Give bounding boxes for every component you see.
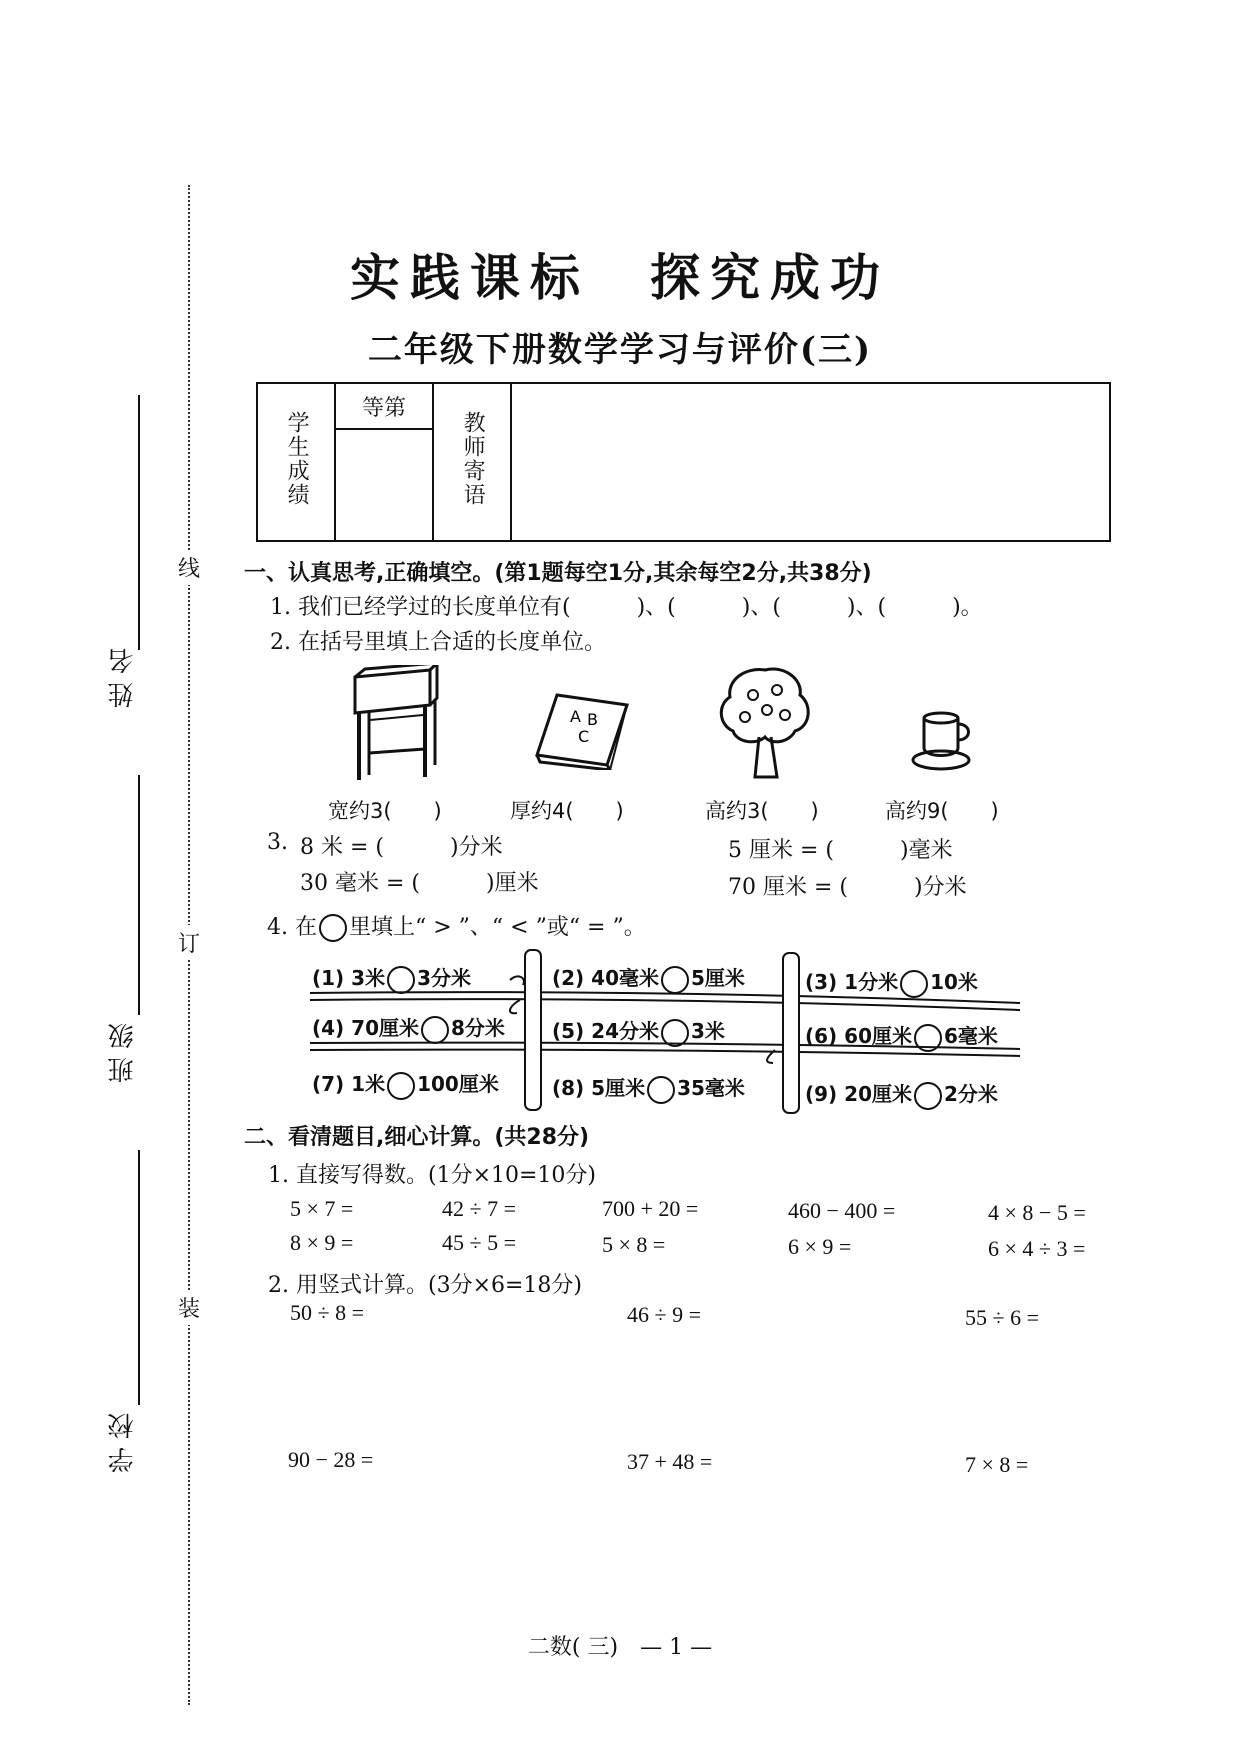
teacher-note-cell — [433, 383, 511, 541]
school-label: 学校 — [108, 1405, 138, 1473]
section2-q2: 2. 用竖式计算。(3分×6=18分) — [268, 1273, 583, 1298]
q3-item-3: 30 毫米 = ( )厘米 — [300, 871, 539, 896]
grade-field[interactable] — [335, 429, 433, 541]
vertical-calc: 90 − 28 = — [288, 1447, 374, 1472]
desk-picture — [345, 665, 445, 785]
student-score-cell — [257, 383, 335, 541]
vertical-calc: 55 ÷ 6 = — [965, 1305, 1039, 1330]
compare-circle[interactable] — [387, 1072, 415, 1100]
compare-circle[interactable] — [421, 1016, 449, 1044]
compare-item: (3) 1分米 10米 — [805, 966, 978, 998]
compare-item: (8) 5厘米 35毫米 — [552, 1072, 745, 1104]
vertical-calc: 7 × 8 = — [965, 1452, 1029, 1477]
page-title: 实践课标 探究成功 — [350, 248, 890, 307]
student-score-label: 学生成绩 — [284, 411, 310, 507]
q3-item-4: 70 厘米 = ( )分米 — [728, 875, 967, 900]
svg-text:C: C — [578, 727, 590, 746]
section2-heading: 二、看清题目,细心计算。(共28分) — [244, 1125, 590, 1150]
grade-label-cell — [335, 383, 433, 429]
page-subtitle: 二年级下册数学学习与评价(三) — [367, 330, 873, 370]
direct-calc: 8 × 9 = — [290, 1230, 354, 1255]
vertical-calc: 37 + 48 = — [627, 1449, 713, 1474]
q3-item-1: 8 米 = ( )分米 — [300, 835, 503, 860]
direct-calc: 6 × 9 = — [788, 1234, 852, 1259]
compare-circle[interactable] — [900, 970, 928, 998]
grade-label: 等第 — [361, 395, 406, 421]
desk-caption: 宽约3( ) — [328, 799, 442, 823]
q4-suffix: 里填上“ > ”、“ < ”或“ = ”。 — [348, 915, 646, 940]
compare-item: (4) 70厘米 8分米 — [312, 1012, 505, 1044]
direct-calc: 4 × 8 − 5 = — [988, 1200, 1086, 1225]
svg-text:A: A — [570, 707, 581, 726]
compare-circle[interactable] — [914, 1024, 942, 1052]
q4-instruction — [267, 910, 646, 942]
compare-item: (2) 40毫米 5厘米 — [552, 962, 745, 994]
class-label: 班级 — [108, 1015, 138, 1083]
direct-calc: 6 × 4 ÷ 3 = — [988, 1236, 1086, 1261]
cup-picture — [910, 710, 980, 775]
compare-item: (7) 1米 100厘米 — [312, 1068, 499, 1100]
teacher-note-label: 教师寄语 — [460, 411, 486, 507]
score-table — [256, 382, 1111, 542]
compare-item: (5) 24分米 3米 — [552, 1015, 725, 1047]
direct-calc: 5 × 7 = — [290, 1196, 354, 1221]
vertical-calc: 50 ÷ 8 = — [290, 1300, 364, 1325]
compare-circle[interactable] — [387, 966, 415, 994]
page-footer: 二数( 三) — 1 — — [527, 1635, 713, 1660]
compare-item: (9) 20厘米 2分米 — [805, 1078, 998, 1110]
q3-item-2: 5 厘米 = ( )毫米 — [728, 838, 953, 863]
tree-picture — [715, 665, 815, 780]
binding-mark-zhuang: 装 — [178, 1290, 200, 1325]
direct-calc: 700 + 20 = — [602, 1196, 699, 1221]
class-blank[interactable] — [138, 775, 140, 1015]
direct-calc: 5 × 8 = — [602, 1232, 666, 1257]
book-caption: 厚约4( ) — [510, 799, 624, 823]
vertical-calc: 46 ÷ 9 = — [627, 1302, 701, 1327]
binding-mark-ding: 订 — [178, 925, 200, 960]
compare-item: (1) 3米 3分米 — [312, 962, 471, 994]
svg-text:B: B — [587, 710, 598, 729]
compare-circle[interactable] — [647, 1076, 675, 1104]
book-picture — [532, 690, 632, 770]
compare-circle[interactable] — [914, 1082, 942, 1110]
compare-circle[interactable] — [661, 966, 689, 994]
direct-calc: 42 ÷ 7 = — [442, 1196, 516, 1221]
section2-q1: 1. 直接写得数。(1分×10=10分) — [268, 1163, 597, 1188]
binding-mark-line: 线 — [178, 550, 200, 585]
teacher-note-field[interactable] — [511, 383, 1110, 541]
name-blank[interactable] — [138, 395, 140, 650]
direct-calc: 45 ÷ 5 = — [442, 1230, 516, 1255]
circle-icon — [319, 914, 347, 942]
cup-caption: 高约9( ) — [885, 799, 999, 823]
name-label: 姓名 — [108, 640, 138, 708]
section1-q2: 2. 在括号里填上合适的长度单位。 — [270, 630, 606, 655]
section1-heading: 一、认真思考,正确填空。(第1题每空1分,其余每空2分,共38分) — [244, 561, 872, 586]
school-blank[interactable] — [138, 1150, 140, 1405]
section1-q1: 1. 我们已经学过的长度单位有( )、( )、( )、( )。 — [270, 595, 983, 620]
compare-circle[interactable] — [661, 1019, 689, 1047]
direct-calc: 460 − 400 = — [788, 1198, 896, 1223]
q4-prefix: 4. 在 — [267, 915, 317, 940]
tree-caption: 高约3( ) — [705, 799, 819, 823]
q3-label: 3. — [267, 830, 288, 855]
compare-item: (6) 60厘米 6毫米 — [805, 1020, 998, 1052]
